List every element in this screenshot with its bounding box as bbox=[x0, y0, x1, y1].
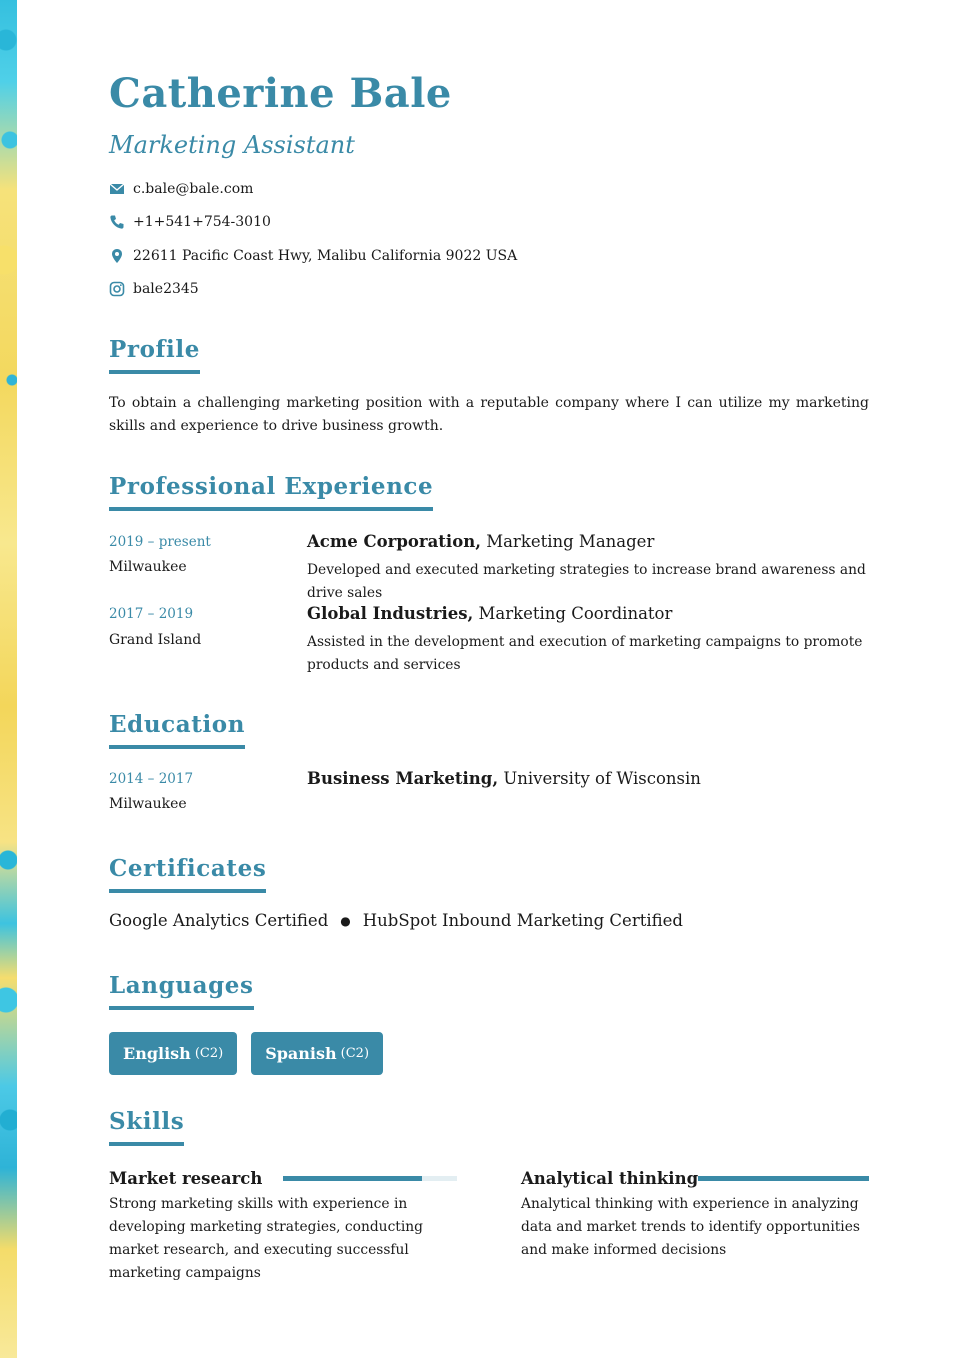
education-degree: Business Marketing, bbox=[307, 769, 499, 788]
language-badge-spanish[interactable] bbox=[251, 1032, 383, 1075]
education-dates: 2014 – 2017 bbox=[109, 771, 194, 787]
address-text: 22611 Pacific Coast Hwy, Malibu California 9022 USA bbox=[133, 248, 518, 264]
experience-location: Milwaukee bbox=[109, 559, 187, 575]
profile-text: To obtain a challenging marketing position with a reputable company where I can utilize my marketing skills and experience to drive business growth. bbox=[109, 395, 869, 434]
decorative-paint-strip bbox=[0, 0, 17, 1358]
skill-description: Analytical thinking with experience in analyzing data and market trends to identify opportunities and make informed decisions bbox=[521, 1196, 860, 1258]
languages-list bbox=[109, 1032, 383, 1075]
experience-dates: 2017 – 2019 bbox=[109, 606, 194, 622]
language-name: Spanish bbox=[265, 1044, 337, 1063]
section-title-languages: Languages bbox=[109, 972, 254, 1010]
education-heading bbox=[307, 769, 701, 788]
contact-instagram[interactable] bbox=[109, 278, 199, 300]
contact-phone[interactable] bbox=[109, 211, 271, 233]
language-level: (C2) bbox=[340, 1046, 370, 1061]
envelope-icon bbox=[109, 181, 125, 197]
language-level: (C2) bbox=[194, 1046, 224, 1061]
experience-title: Marketing Coordinator bbox=[478, 604, 673, 623]
phone-icon bbox=[109, 214, 125, 230]
contact-email[interactable] bbox=[109, 178, 253, 200]
experience-description: Developed and executed marketing strategies to increase brand awareness and drive sales bbox=[307, 562, 866, 601]
education-school: University of Wisconsin bbox=[503, 769, 701, 788]
map-pin-icon bbox=[109, 248, 125, 264]
candidate-role: Marketing Assistant bbox=[109, 131, 355, 159]
skill-name: Market research bbox=[109, 1168, 263, 1188]
skill-level-bar bbox=[283, 1176, 457, 1181]
certificate-item: HubSpot Inbound Marketing Certified bbox=[362, 911, 683, 930]
experience-location: Grand Island bbox=[109, 632, 202, 648]
bullet-separator: ● bbox=[340, 913, 351, 928]
skill-level-bar bbox=[698, 1176, 869, 1181]
experience-dates: 2019 – present bbox=[109, 534, 211, 550]
section-title-skills: Skills bbox=[109, 1108, 184, 1146]
experience-company: Acme Corporation, bbox=[307, 532, 481, 551]
language-name: English bbox=[123, 1044, 191, 1063]
instagram-icon bbox=[109, 281, 125, 297]
skill-level-fill bbox=[283, 1176, 422, 1181]
experience-heading bbox=[307, 604, 672, 623]
section-title-certificates: Certificates bbox=[109, 855, 266, 893]
section-title-profile: Profile bbox=[109, 336, 200, 374]
email-text: c.bale@bale.com bbox=[133, 181, 254, 197]
contact-address bbox=[109, 245, 517, 267]
education-location: Milwaukee bbox=[109, 796, 187, 812]
phone-text: +1+541+754-3010 bbox=[133, 214, 271, 230]
experience-description: Assisted in the development and execution of marketing campaigns to promote products and services bbox=[307, 634, 863, 673]
experience-title: Marketing Manager bbox=[486, 532, 655, 551]
skill-description: Strong marketing skills with experience in developing marketing strategies, conducting market research, and executing successful marketing campaigns bbox=[109, 1196, 423, 1281]
language-badge-english[interactable] bbox=[109, 1032, 237, 1075]
experience-heading bbox=[307, 532, 654, 551]
certificates-list bbox=[109, 911, 683, 930]
candidate-name: Catherine Bale bbox=[109, 70, 452, 117]
skill-item bbox=[109, 1167, 457, 1285]
skill-name: Analytical thinking bbox=[521, 1168, 699, 1188]
section-title-experience: Professional Experience bbox=[109, 473, 433, 511]
experience-company: Global Industries, bbox=[307, 604, 474, 623]
skill-level-fill bbox=[698, 1176, 869, 1181]
skill-item bbox=[521, 1167, 869, 1262]
section-title-education: Education bbox=[109, 711, 245, 749]
certificate-item: Google Analytics Certified bbox=[109, 911, 329, 930]
instagram-text: bale2345 bbox=[133, 281, 199, 297]
